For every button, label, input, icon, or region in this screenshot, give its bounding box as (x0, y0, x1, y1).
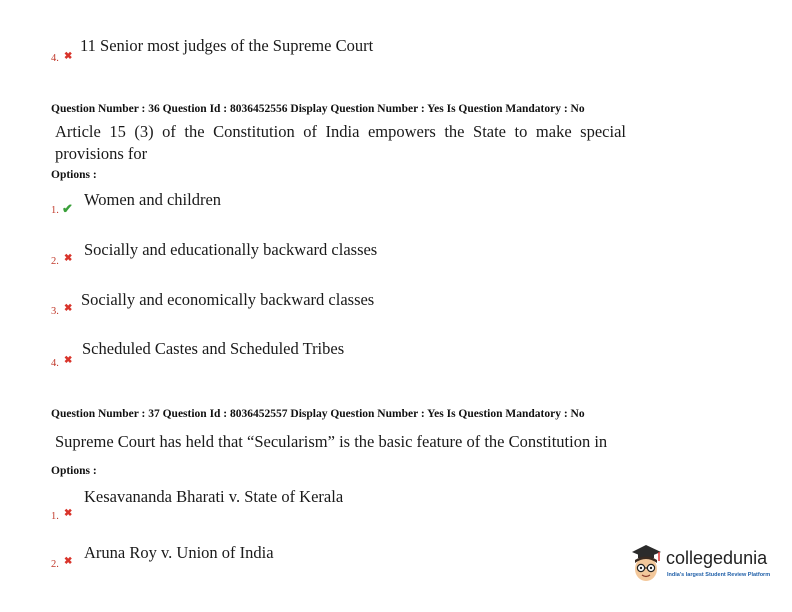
q37-option-1-number: 1. (51, 511, 59, 522)
question-36-text-line-2: provisions for (55, 144, 148, 163)
q37-option-2-number: 2. (51, 559, 59, 570)
question-36-options-label: Options : (51, 169, 97, 181)
question-37-header: Question Number : 37 Question Id : 8036452557 Display Question Number : Yes Is Question Mandatory : No (51, 408, 585, 420)
question-37-options-label: Options : (51, 465, 97, 477)
q36-option-1-number: 1. (51, 205, 59, 216)
cross-icon: ✖ (64, 556, 73, 567)
q37-option-2-text: Aruna Roy v. Union of India (84, 543, 274, 562)
logo-wordmark: collegedunia (666, 548, 768, 568)
q36-option-4-number: 4. (51, 358, 59, 369)
cross-icon: ✖ (64, 51, 73, 62)
student-mascot-icon (628, 543, 664, 585)
question-37-text-line-1: Supreme Court has held that “Secularism” is the basic feature of the Constitution in (55, 432, 608, 451)
question-36-header: Question Number : 36 Question Id : 8036452556 Display Question Number : Yes Is Question Mandatory : No (51, 103, 585, 115)
cross-icon: ✖ (64, 303, 73, 314)
cross-icon: ✖ (64, 355, 73, 366)
logo-tagline: India's largest Student Review Platform (667, 572, 771, 578)
q36-option-2-number: 2. (51, 256, 59, 267)
check-icon: ✔ (62, 201, 73, 216)
question-36-text-line-1: Article 15 (3) of the Constitution of India empowers the State to make special (55, 122, 626, 141)
q36-option-2-text: Socially and educationally backward classes (84, 240, 378, 259)
collegedunia-logo (628, 543, 771, 585)
q36-option-1-text: Women and children (84, 190, 222, 209)
q36-option-3-number: 3. (51, 306, 59, 317)
cross-icon: ✖ (64, 508, 73, 519)
cross-icon: ✖ (64, 253, 73, 264)
q37-option-1-text: Kesavananda Bharati v. State of Kerala (84, 487, 344, 506)
q35-option-4-number: 4. (51, 53, 59, 64)
q36-option-3-text: Socially and economically backward classes (81, 290, 375, 309)
q35-option-4-text: 11 Senior most judges of the Supreme Court (80, 36, 374, 55)
q36-option-4-text: Scheduled Castes and Scheduled Tribes (82, 339, 345, 358)
